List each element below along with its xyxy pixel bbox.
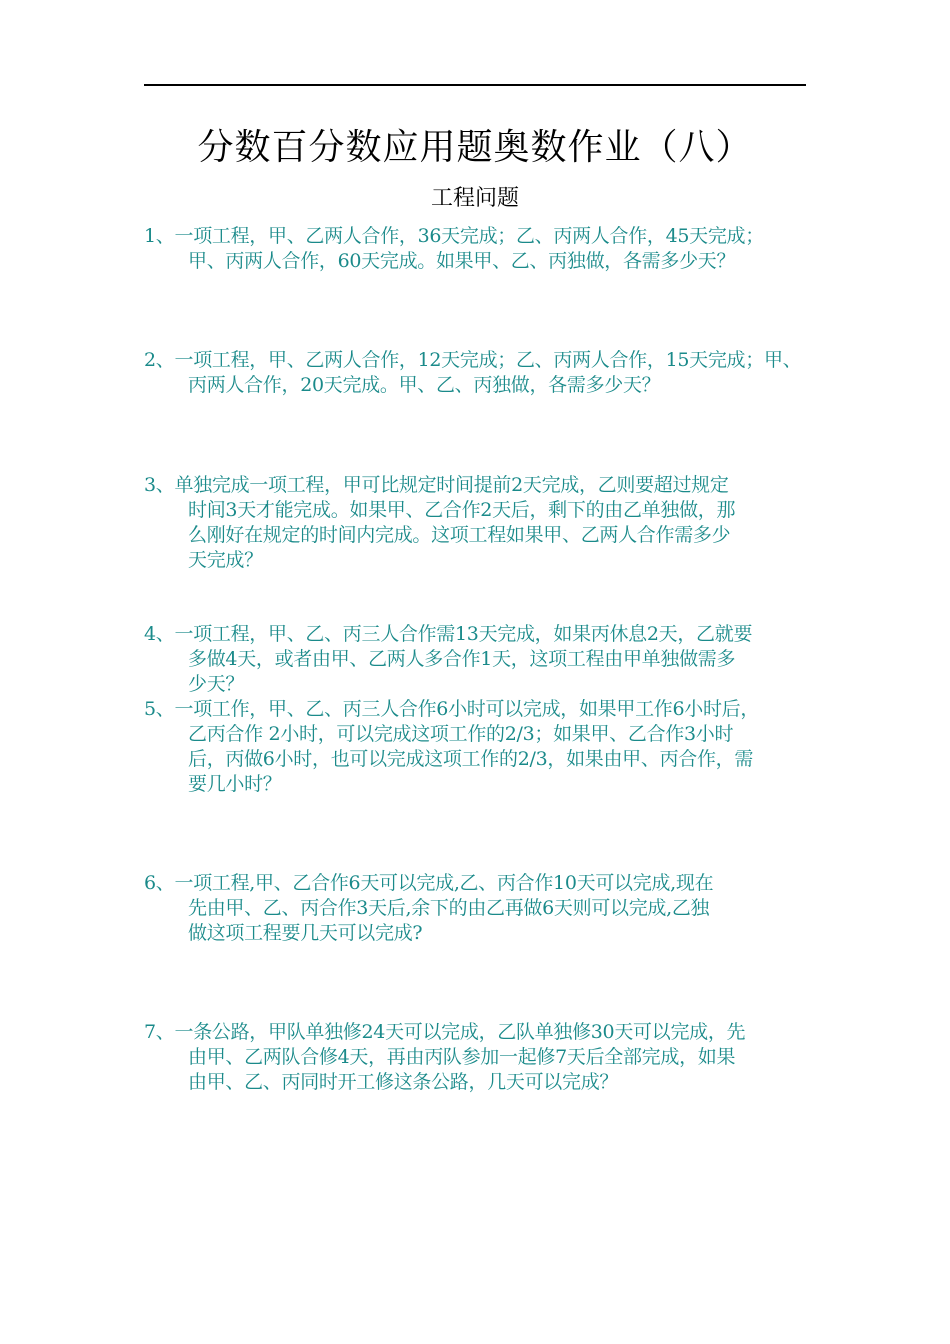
problem-line: 1、一项工程，甲、乙两人合作，36天完成；乙、丙两人合作，45天完成； <box>144 225 764 247</box>
problem-line: 后，丙做6小时，也可以完成这项工作的2/3，如果由甲、丙合作，需 <box>188 748 754 770</box>
problem-line: 时间3天才能完成。如果甲、乙合作2天后，剩下的由乙单独做，那 <box>188 499 736 521</box>
problem-line: 做这项工程要几天可以完成? <box>188 922 423 944</box>
header-rule <box>144 84 806 86</box>
problem-6 <box>144 871 810 946</box>
problem-3 <box>144 473 810 573</box>
problem-line: 由甲、乙、丙同时开工修这条公路，几天可以完成？ <box>188 1071 619 1093</box>
problem-line: 么刚好在规定的时间内完成。这项工程如果甲、乙两人合作需多少 <box>188 524 731 546</box>
problem-line: 7、一条公路，甲队单独修24天可以完成，乙队单独修30天可以完成，先 <box>144 1021 746 1043</box>
page-title: 分数百分数应用题奥数作业（八） <box>197 127 753 168</box>
problem-line: 少天？ <box>188 673 245 695</box>
problem-line: 丙两人合作，20天完成。甲、乙、丙独做，各需多少天？ <box>188 374 661 396</box>
problem-line: 先由甲、乙、丙合作3天后,余下的由乙再做6天则可以完成,乙独 <box>188 897 710 919</box>
problem-line: 甲、丙两人合作，60天完成。如果甲、乙、丙独做，各需多少天？ <box>188 250 736 272</box>
problem-line: 5、一项工作，甲、乙、丙三人合作6小时可以完成，如果甲工作6小时后， <box>144 698 760 720</box>
section-title: 工程问题 <box>430 186 519 211</box>
problem-line: 要几小时？ <box>188 773 282 795</box>
problem-4 <box>144 622 810 697</box>
problem-1 <box>144 224 810 274</box>
problem-line: 4、一项工程，甲、乙、丙三人合作需13天完成，如果丙休息2天，乙就要 <box>144 623 753 645</box>
problem-line: 由甲、乙两队合修4天，再由丙队参加一起修7天后全部完成，如果 <box>188 1046 736 1068</box>
problem-5 <box>144 697 810 797</box>
problem-line: 3、单独完成一项工程，甲可比规定时间提前2天完成，乙则要超过规定 <box>144 474 729 496</box>
problem-7 <box>144 1020 810 1095</box>
problem-line: 多做4天，或者由甲、乙两人多合作1天，这项工程由甲单独做需多 <box>188 648 736 670</box>
problem-line: 天完成？ <box>188 549 263 571</box>
problem-line: 6、一项工程,甲、乙合作6天可以完成,乙、丙合作10天可以完成,现在 <box>144 872 714 894</box>
problem-2 <box>144 348 810 398</box>
problem-line: 乙丙合作 2小时，可以完成这项工作的2/3；如果甲、乙合作3小时 <box>188 723 734 745</box>
problem-line: 2、一项工程，甲、乙两人合作，12天完成；乙、丙两人合作，15天完成；甲、 <box>144 349 802 371</box>
